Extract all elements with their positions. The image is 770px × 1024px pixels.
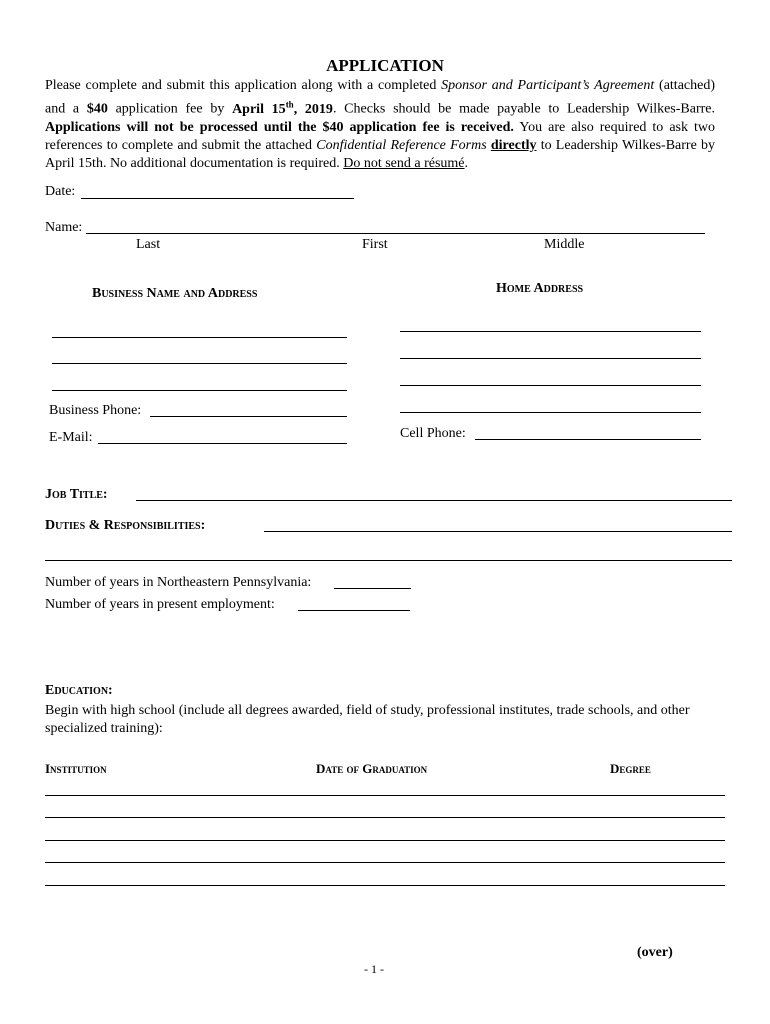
education-row-4[interactable] <box>45 862 725 863</box>
fee-warning: Applications will not be processed until the $40 application fee is received. <box>45 119 514 135</box>
home-address-line-2[interactable] <box>400 358 701 359</box>
intro-text: Please complete and submit this application along with a completed <box>45 78 442 93</box>
col-institution: Institution <box>45 761 107 776</box>
name-field[interactable] <box>86 233 705 234</box>
years-nepa-label: Number of years in Northeastern Pennsylvania: <box>45 575 312 590</box>
email-field[interactable] <box>98 443 347 444</box>
business-address-line-3[interactable] <box>52 390 347 391</box>
email-label: E-Mail: <box>49 430 93 445</box>
agreement-name: Sponsor and Participant’s Agreement <box>441 78 655 93</box>
intro-paragraph: Please complete and submit this application along with a completed Sponsor and Participant’s Agreement (attached) and a $40 application fee by April 15th, 2019. Checks should be made payable to Leadership Wilkes-Barre. Applications will not be processed until the $40 application fee is received. You are also required to ask two references to complete and submit the attached Confidential Reference Forms directly to Leadership Wilkes-Barre by April 15th. No additional documentation is required. Do not send a résumé. <box>45 78 716 171</box>
intro-text: You are also required to ask two references to complete and submit the attached <box>45 119 715 153</box>
intro-text: (attached) and a <box>45 78 715 117</box>
page-title: APPLICATION <box>326 56 444 75</box>
business-address-line-2[interactable] <box>52 363 347 364</box>
business-phone-field[interactable] <box>150 416 347 417</box>
name-label: Name: <box>45 220 83 235</box>
education-row-2[interactable] <box>45 817 725 818</box>
home-address-heading: Home Address <box>496 281 584 296</box>
home-address-line-4[interactable] <box>400 412 701 413</box>
name-last-caption: Last <box>136 237 161 252</box>
education-row-1[interactable] <box>45 795 725 796</box>
years-employment-label: Number of years in present employment: <box>45 597 275 612</box>
duties-field-line-2[interactable] <box>45 560 732 561</box>
business-address-heading: Business Name and Address <box>92 286 258 301</box>
page-number: - 1 - <box>364 962 384 976</box>
duties-label: Duties & Responsibilities: <box>45 518 206 533</box>
business-address-line-1[interactable] <box>52 337 347 338</box>
col-degree: Degree <box>610 761 651 776</box>
directly-emphasis: directly <box>490 137 537 153</box>
col-date-of-graduation: Date of Graduation <box>316 761 428 776</box>
name-middle-caption: Middle <box>544 237 585 252</box>
intro-text: application fee by <box>107 101 233 117</box>
intro-text: to Leadership Wilkes-Barre by April 15th. No additional documentation is required. <box>45 137 716 171</box>
no-resume-note: Do not send a résumé <box>343 155 465 171</box>
education-row-3[interactable] <box>45 840 725 841</box>
education-instructions: Begin with high school (include all degrees awarded, field of study, professional institutes, trade schools, and other specialized training): <box>45 703 690 736</box>
deadline: April 15th, 2019 <box>232 99 333 117</box>
job-title-field[interactable] <box>136 500 732 501</box>
cell-phone-label: Cell Phone: <box>400 426 466 441</box>
years-employment-field[interactable] <box>298 610 410 611</box>
name-first-caption: First <box>362 237 388 252</box>
education-row-5[interactable] <box>45 885 725 886</box>
intro-text: . Checks should be made payable to Leadership Wilkes-Barre. <box>332 101 716 117</box>
cell-phone-field[interactable] <box>475 439 701 440</box>
date-field[interactable] <box>81 198 354 199</box>
date-label: Date: <box>45 184 76 199</box>
reference-forms-name: Confidential Reference Forms <box>316 137 487 153</box>
home-address-line-3[interactable] <box>400 385 701 386</box>
home-address-line-1[interactable] <box>400 331 701 332</box>
fee-amount: $40 <box>86 101 108 117</box>
job-title-label: Job Title: <box>45 487 108 502</box>
business-phone-label: Business Phone: <box>49 403 142 418</box>
years-nepa-field[interactable] <box>334 588 411 589</box>
education-heading: Education: <box>45 683 113 698</box>
duties-field-line-1[interactable] <box>264 531 732 532</box>
over-note: (over) <box>637 945 673 960</box>
